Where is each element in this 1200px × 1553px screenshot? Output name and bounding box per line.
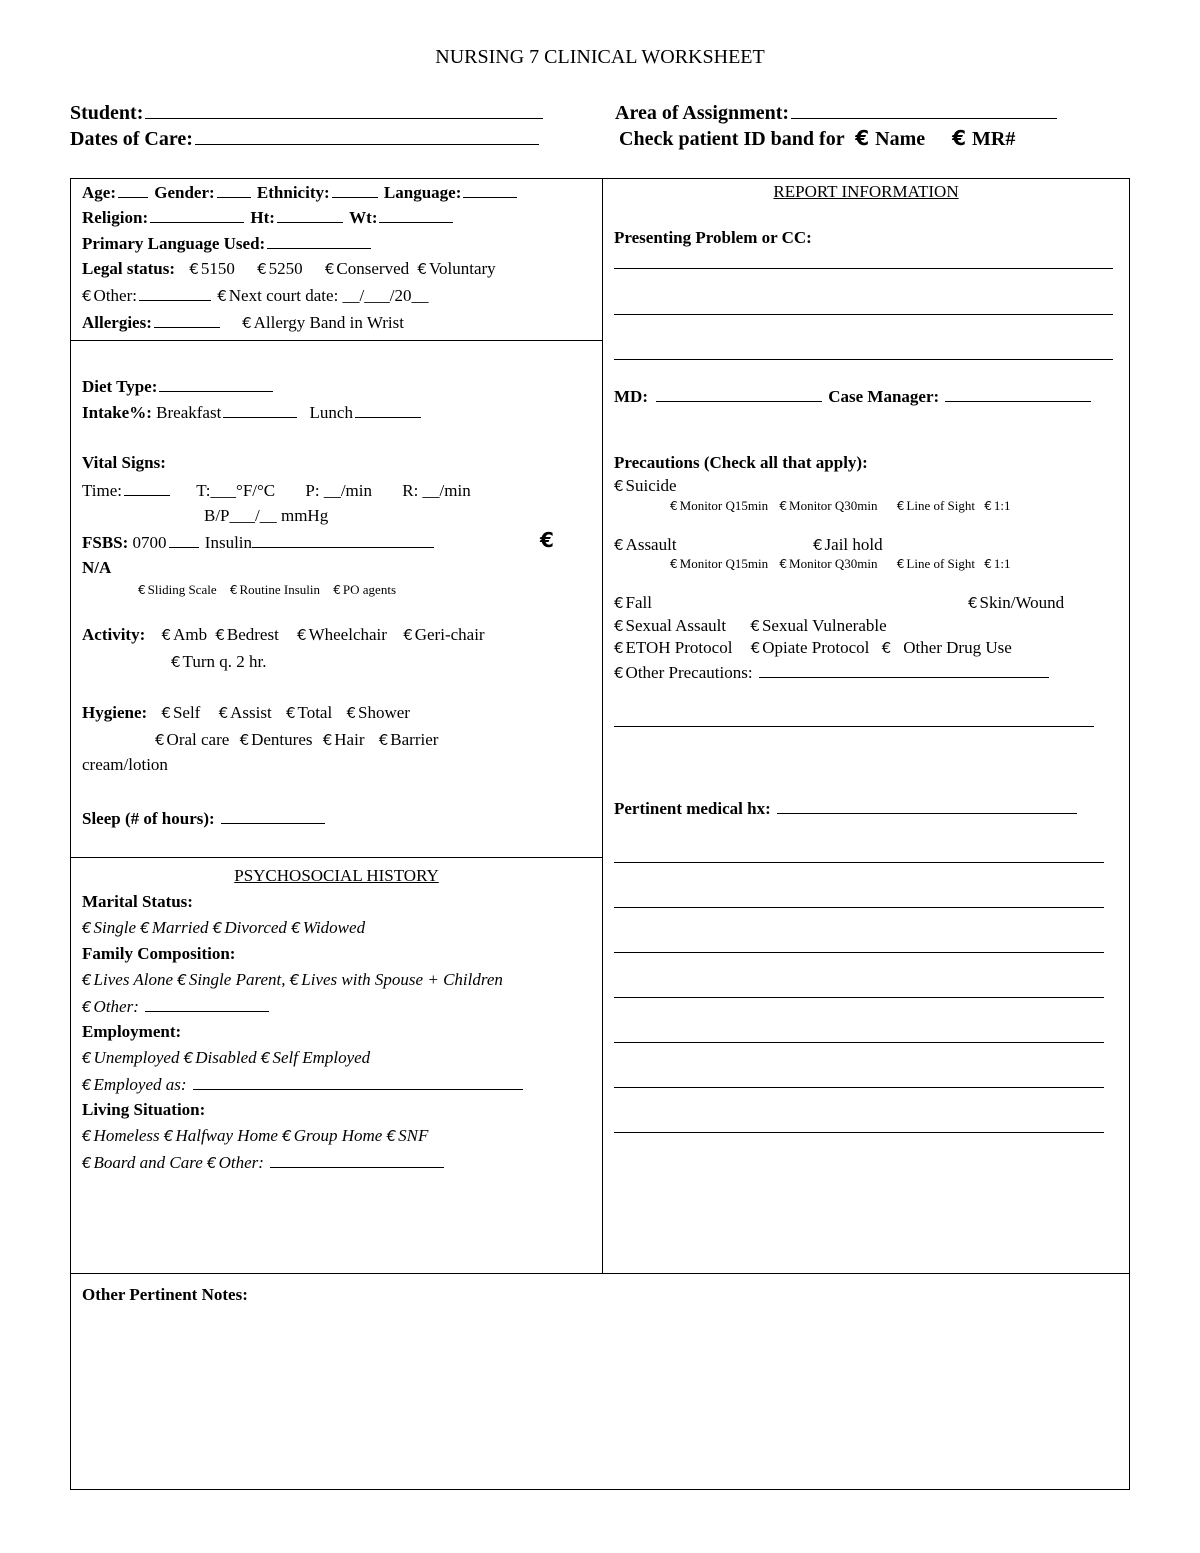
- court-date-format: __/___/20__: [342, 286, 429, 305]
- area-of-assignment-label: Area of Assignment:: [615, 102, 790, 124]
- hygiene-shower-option[interactable]: € Shower: [346, 703, 410, 722]
- fsbs-na-checkbox[interactable]: €: [540, 528, 554, 552]
- dates-of-care-label: Dates of Care:: [70, 128, 193, 150]
- assault-q30-option[interactable]: € Monitor Q30min: [779, 556, 878, 571]
- disabled-option[interactable]: € Disabled: [183, 1048, 257, 1067]
- legal-5250-option[interactable]: € 5250: [257, 259, 303, 278]
- gender-label: Gender:: [154, 183, 215, 202]
- wheelchair-option[interactable]: € Wheelchair: [297, 625, 387, 644]
- protocol-row: [614, 635, 1012, 661]
- marital-status-label: Marital Status:: [82, 892, 193, 911]
- other-precautions-field[interactable]: € Other Precautions:: [614, 659, 1051, 686]
- employed-as-label: Employed as:: [93, 1075, 187, 1094]
- presenting-problem-label: Presenting Problem or CC:: [614, 228, 812, 247]
- po-agents-option[interactable]: € PO agents: [333, 582, 397, 597]
- fsbs-row: [82, 529, 436, 556]
- halfway-home-option[interactable]: € Halfway Home: [163, 1126, 278, 1145]
- diet-type-field[interactable]: [82, 373, 275, 400]
- divorced-option[interactable]: € Divorced: [212, 918, 287, 937]
- geri-chair-option[interactable]: € Geri-chair: [403, 625, 485, 644]
- turn-option[interactable]: € Turn q. 2 hr.: [171, 652, 267, 671]
- mr-checkbox[interactable]: €: [952, 126, 967, 150]
- vitals-row: [82, 477, 471, 504]
- checkbox-icon: €: [417, 260, 427, 278]
- sexual-assault-option[interactable]: € Sexual Assault: [614, 616, 727, 635]
- other-notes-area[interactable]: [82, 1312, 1118, 1482]
- temp-field[interactable]: T:___°F/°C: [196, 481, 276, 500]
- md-case-manager-row: [614, 383, 1093, 410]
- family-composition-label: Family Composition:: [82, 944, 236, 963]
- hygiene-self-option[interactable]: € Self: [161, 703, 201, 722]
- check-patient-id: [619, 126, 1015, 151]
- pertinent-hx-line[interactable]: [614, 907, 1104, 908]
- oral-care-option[interactable]: € Oral care: [155, 730, 230, 749]
- fsbs-na-label: N/A: [82, 558, 112, 577]
- other-precautions-line[interactable]: [614, 726, 1094, 727]
- employment-label: Employment:: [82, 1022, 182, 1041]
- primary-language-field[interactable]: [82, 230, 373, 257]
- skin-wound-option[interactable]: € Skin/Wound: [968, 593, 1065, 612]
- presenting-problem-line[interactable]: [614, 268, 1113, 269]
- check-patient-label: Check patient ID band for: [619, 128, 845, 150]
- checkbox-icon: €: [82, 287, 92, 305]
- opiate-option[interactable]: € Opiate Protocol: [750, 638, 870, 657]
- marital-options-row: [82, 915, 365, 941]
- student-field[interactable]: [70, 100, 545, 125]
- age-label: Age:: [82, 183, 116, 202]
- resp-field[interactable]: R: __/min: [402, 481, 471, 500]
- sexual-vulnerable-option[interactable]: € Sexual Vulnerable: [750, 616, 887, 635]
- demographics-row-2: [82, 204, 455, 231]
- assault-q15-option[interactable]: € Monitor Q15min: [670, 556, 769, 571]
- checkbox-icon: €: [189, 260, 199, 278]
- assault-monitor-row: [670, 556, 1011, 572]
- demographics-row-1: [82, 179, 519, 206]
- hygiene-label: Hygiene:: [82, 703, 148, 722]
- section-divider: [70, 340, 603, 341]
- sleep-field[interactable]: [82, 805, 327, 832]
- other-notes-label: Other Pertinent Notes:: [82, 1285, 248, 1304]
- bedrest-option[interactable]: € Bedrest: [215, 625, 279, 644]
- legal-other-row: [82, 282, 429, 309]
- psychosocial-heading: PSYCHOSOCIAL HISTORY: [234, 866, 439, 885]
- report-heading: REPORT INFORMATION: [773, 182, 959, 201]
- bp-field[interactable]: B/P___/__ mmHg: [204, 506, 329, 525]
- name-checkbox[interactable]: €: [855, 126, 870, 150]
- allergies-label: Allergies:: [82, 313, 152, 332]
- legal-conserved-option[interactable]: € Conserved: [324, 259, 410, 278]
- living-situation-label: Living Situation:: [82, 1100, 206, 1119]
- assault-option[interactable]: € Assault: [614, 535, 677, 554]
- routine-insulin-option[interactable]: € Routine Insulin: [229, 582, 321, 597]
- pertinent-hx-line[interactable]: [614, 1042, 1104, 1043]
- living-options-row-2: [82, 1149, 446, 1176]
- vital-signs-heading: Vital Signs:: [82, 453, 166, 472]
- time-label: Time:: [82, 481, 123, 500]
- pertinent-hx-line[interactable]: [614, 1087, 1104, 1088]
- suicide-monitor-row: [670, 498, 1011, 514]
- assault-1to1-option[interactable]: € 1:1: [984, 556, 1011, 571]
- legal-voluntary-option[interactable]: € Voluntary: [417, 259, 496, 278]
- language-label: Language:: [383, 183, 462, 202]
- suicide-line-of-sight-option[interactable]: € Line of Sight: [896, 498, 975, 513]
- pertinent-hx-line[interactable]: [614, 997, 1104, 998]
- presenting-problem-line[interactable]: [614, 314, 1113, 315]
- ht-label: Ht:: [250, 208, 275, 227]
- diet-type-label: Diet Type:: [82, 377, 158, 396]
- employment-options-row: [82, 1045, 370, 1071]
- dentures-option[interactable]: € Dentures: [239, 730, 313, 749]
- intake-label: Intake%:: [82, 403, 152, 422]
- sleep-label: Sleep (# of hours):: [82, 809, 215, 828]
- religion-label: Religion:: [82, 208, 149, 227]
- pertinent-hx-line[interactable]: [614, 862, 1104, 863]
- primary-language-label: Primary Language Used:: [82, 234, 266, 253]
- single-parent-option[interactable]: € Single Parent,: [177, 970, 286, 989]
- checkbox-icon: €: [242, 314, 252, 332]
- barrier-option[interactable]: € Barrier: [378, 730, 439, 749]
- case-manager-label: Case Manager:: [828, 387, 940, 406]
- fsbs-label: FSBS:: [82, 533, 129, 552]
- amb-option[interactable]: € Amb: [161, 625, 208, 644]
- employed-as-field[interactable]: € Employed as:: [82, 1071, 525, 1098]
- pertinent-hx-line[interactable]: [614, 952, 1104, 953]
- hygiene-total-option[interactable]: € Total: [285, 703, 333, 722]
- ethnicity-label: Ethnicity:: [256, 183, 330, 202]
- family-options-row: [82, 967, 503, 993]
- sliding-scale-option[interactable]: € Sliding Scale: [138, 582, 217, 597]
- suicide-q15-option[interactable]: € Monitor Q15min: [670, 498, 769, 513]
- board-and-care-option[interactable]: € Board and Care: [82, 1153, 203, 1172]
- table-right-border: [1129, 178, 1130, 1490]
- page-title: NURSING 7 CLINICAL WORKSHEET: [435, 46, 765, 68]
- student-label: Student:: [70, 102, 144, 124]
- dates-of-care-field[interactable]: [70, 126, 541, 151]
- table-left-border: [70, 178, 71, 1490]
- pulse-field[interactable]: P: __/min: [305, 481, 372, 500]
- allergy-band-option[interactable]: € Allergy Band in Wrist: [242, 313, 404, 332]
- fsbs-time: 0700: [132, 533, 167, 552]
- lives-with-spouse-option[interactable]: € Lives with Spouse + Children: [289, 970, 503, 989]
- suicide-option[interactable]: € Suicide: [614, 476, 677, 495]
- lunch-label: Lunch: [309, 403, 353, 422]
- single-option[interactable]: € Single: [82, 918, 137, 937]
- self-employed-option[interactable]: € Self Employed: [260, 1048, 371, 1067]
- hygiene-row-2: [155, 727, 438, 753]
- presenting-problem-line[interactable]: [614, 359, 1113, 360]
- pertinent-hx-field[interactable]: [614, 795, 1079, 822]
- insulin-label: Insulin: [204, 533, 253, 552]
- activity-label: Activity:: [82, 625, 146, 644]
- name-label: Name: [875, 128, 926, 150]
- legal-status-row: [82, 256, 496, 282]
- column-divider: [602, 178, 603, 1274]
- hygiene-assist-option[interactable]: € Assist: [218, 703, 272, 722]
- cream-lotion-label: cream/lotion: [82, 755, 168, 774]
- legal-other-option[interactable]: € Other:: [82, 286, 137, 305]
- other-drug-option[interactable]: € Other Drug Use: [881, 638, 1012, 657]
- md-label: MD:: [614, 387, 648, 406]
- wt-label: Wt:: [349, 208, 378, 227]
- mr-label: MR#: [972, 128, 1016, 150]
- hair-option[interactable]: € Hair: [322, 730, 365, 749]
- area-of-assignment-field[interactable]: [615, 100, 1059, 125]
- insulin-options-row: [138, 582, 396, 598]
- unemployed-option[interactable]: € Unemployed: [82, 1048, 180, 1067]
- family-other-field[interactable]: € Other:: [82, 993, 271, 1020]
- family-other-label: Other:: [93, 997, 139, 1016]
- breakfast-label: Breakfast: [156, 403, 222, 422]
- fall-option[interactable]: € Fall: [614, 593, 652, 612]
- section-divider: [70, 857, 603, 858]
- legal-5150-option[interactable]: € 5150: [189, 259, 235, 278]
- legal-status-label: Legal status:: [82, 259, 176, 278]
- married-option[interactable]: € Married: [140, 918, 209, 937]
- precautions-heading: Precautions (Check all that apply):: [614, 453, 868, 472]
- checkbox-icon: €: [217, 287, 227, 305]
- checkbox-icon: €: [324, 260, 335, 278]
- suicide-1to1-option[interactable]: € 1:1: [984, 498, 1011, 513]
- group-home-option[interactable]: € Group Home: [282, 1126, 383, 1145]
- living-options-row: [82, 1123, 428, 1149]
- lives-alone-option[interactable]: € Lives Alone: [82, 970, 174, 989]
- court-date-option[interactable]: € Next court date:: [217, 286, 339, 305]
- living-other-option[interactable]: € Other:: [207, 1153, 264, 1172]
- snf-option[interactable]: € SNF: [386, 1126, 429, 1145]
- etoh-option[interactable]: € ETOH Protocol: [614, 638, 733, 657]
- other-precautions-label: Other Precautions:: [625, 663, 753, 682]
- suicide-q30-option[interactable]: € Monitor Q30min: [779, 498, 878, 513]
- section-divider: [70, 1273, 1130, 1274]
- allergies-row: [82, 309, 404, 336]
- activity-row: [82, 622, 485, 648]
- assault-line-of-sight-option[interactable]: € Line of Sight: [896, 556, 975, 571]
- homeless-option[interactable]: € Homeless: [82, 1126, 160, 1145]
- jail-hold-option[interactable]: € Jail hold: [813, 535, 883, 554]
- pertinent-hx-label: Pertinent medical hx:: [614, 799, 771, 818]
- widowed-option[interactable]: € Widowed: [291, 918, 366, 937]
- hygiene-row: [82, 700, 410, 726]
- checkbox-icon: €: [257, 260, 267, 278]
- table-bottom-border: [70, 1489, 1130, 1490]
- pertinent-hx-line[interactable]: [614, 1132, 1104, 1133]
- intake-row: [82, 399, 423, 426]
